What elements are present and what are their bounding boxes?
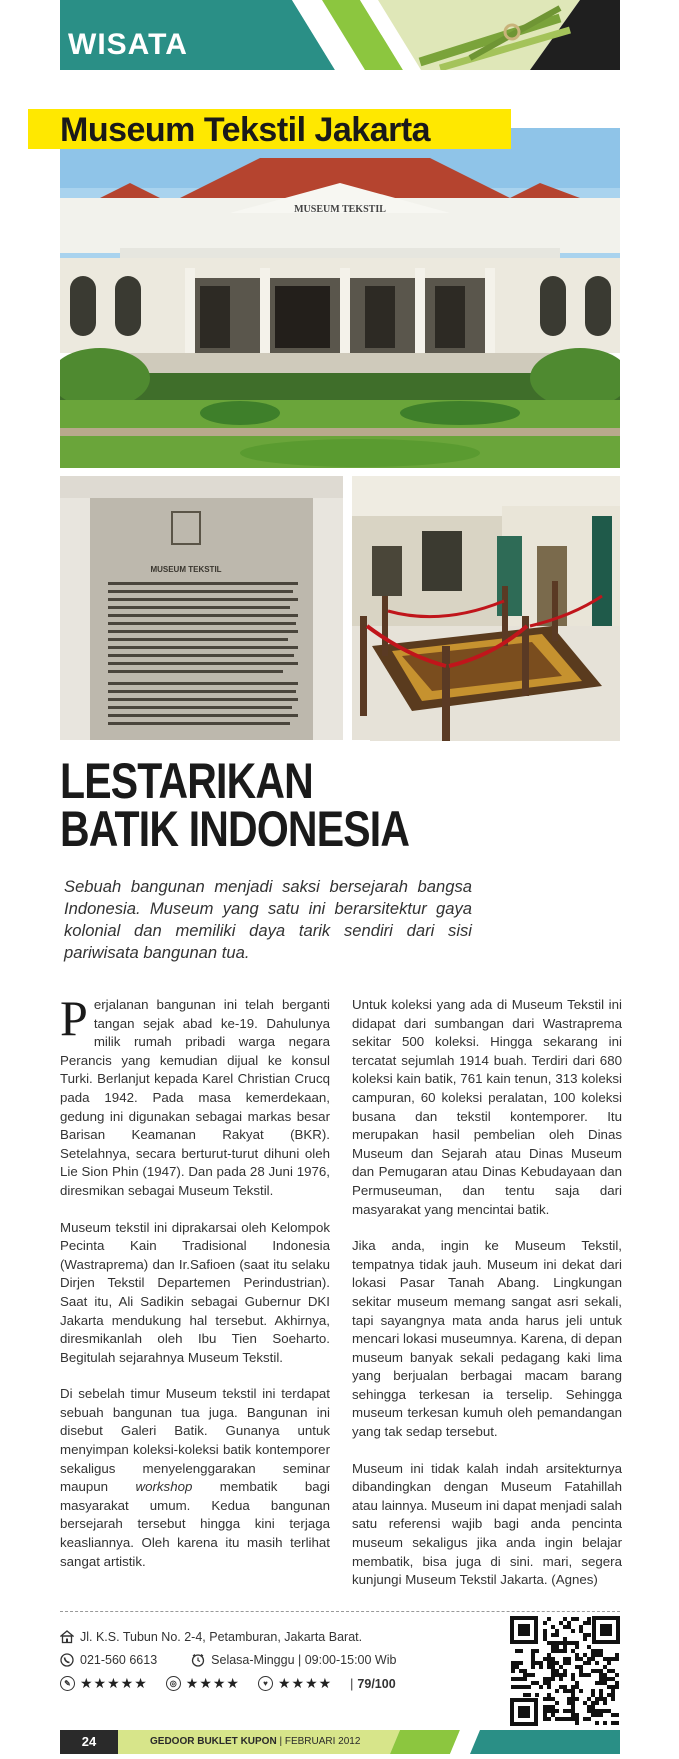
museum-building-photo	[60, 128, 620, 468]
rating-category-2-icon: ◎	[166, 1676, 181, 1691]
score-separator: |	[350, 1676, 354, 1691]
phone-number: 021-560 6613	[80, 1653, 158, 1667]
rating-category-1-icon: ✎	[60, 1676, 75, 1691]
museum-interior-photo	[352, 476, 620, 741]
info-divider	[60, 1611, 620, 1612]
right-column	[352, 996, 622, 1608]
museum-plaque-photo	[60, 476, 343, 741]
headline-line-1: LESTARIKAN	[60, 753, 313, 809]
rating-row	[60, 1675, 396, 1692]
lead-paragraph: Sebuah bangunan menjadi saksi bersejarah bangsa Indonesia. Museum yang satu ini berarsitektur gaya kolonial dan memiliki daya tarik sendiri dari sisi pariwisata bangunan tua.	[64, 877, 472, 962]
right-paragraph-3: Museum ini tidak kalah indah arsitekturnya dibandingkan dengan Museum Fatahillah atau lainnya. Museum ini dapat menjadi salah satu referensi wajib bagi anda pencinta museum sekaligus jika anda ingin belajar membatik, bisa juga di sini. mari, segera kunjungi Museum Tekstil Jakarta. (Agnes)	[352, 1460, 622, 1588]
qr-code	[510, 1616, 620, 1726]
drop-cap: P	[60, 990, 88, 1046]
building-icon	[60, 1630, 74, 1644]
rating-stars-1: ★★★★★	[80, 1675, 148, 1691]
left-paragraph-3: Di sebelah timur Museum tekstil ini terdapat sebuah bangunan tua juga. Bangunan ini disebut Galeri Batik. Gunanya untuk menyimpan koleksi-koleksi batik kontemporer sekaligus menyelenggarakan seminar maupun workshop membatik bagi masyarakat umum. Kedua bangunan bersejarah tersebut hingga kini terjaga keasliannya. Oleh karena itu masih terlihat sangat artistik.	[60, 1386, 330, 1569]
address-row	[60, 1630, 362, 1644]
rating-category-3-icon: ♥	[258, 1676, 273, 1691]
address-text: Jl. K.S. Tubun No. 2-4, Petamburan, Jakarta Barat.	[80, 1630, 363, 1644]
contact-row	[60, 1653, 396, 1667]
phone-icon	[60, 1653, 74, 1667]
page-number: 24	[60, 1730, 118, 1754]
left-column	[60, 990, 330, 1589]
section-label: WISATA	[68, 28, 188, 61]
right-paragraph-1: Untuk koleksi yang ada di Museum Tekstil ini didapat dari sumbangan dari Wastraprema sekitar 500 koleksi. Hingga sekarang ini tercatat sejumlah 1914 buah. Terdiri dari 680 koleksi kain batik, 761 kain tenun, 313 koleksi campuran, 60 koleksi peralatan, 100 koleksi busana dan tekstil kontemporer. Itu merupakan hasil pembelian oleh Dinas Museum dan Sejarah atau Dinas Museum dan Pemugaran atau Dinas Kebudayaan dan Permuseuman, dan tentu saja dari masyarakat yang mencintai batik.	[352, 997, 622, 1217]
headline-line-2: BATIK INDONESIA	[60, 801, 410, 857]
score: 79/100	[357, 1676, 396, 1691]
opening-hours: Selasa-Minggu | 09:00-15:00 Wib	[211, 1653, 397, 1667]
publication-info: GEDOOR BUKLET KUPON | FEBRUARI 2012	[150, 1736, 361, 1747]
article-title: Museum Tekstil Jakarta	[60, 111, 431, 149]
rating-stars-2: ★★★★	[185, 1675, 240, 1691]
left-paragraph-2: Museum tekstil ini diprakarsai oleh Kelompok Pecinta Kain Tradisional Indonesia (Wastraprema) dan Ir.Safioen (saat itu selaku Dirjen Tekstil Departemen Perindustrian). Saat itu, Ali Sadikin sebagai Gubernur DKI Jakarta mendukung hal tersebut. Akhirnya, diresmikanlah oleh Ibu Tien Soeharto. Begitulah sejarahnya Museum Tekstil.	[60, 1219, 330, 1365]
right-paragraph-2: Jika anda, ingin ke Museum Tekstil, tempatnya tidak jauh. Museum ini dekat dari lokasi Pasar Tanah Abang. Lingkungan sekitar museum memang sangat asri sekali, tapi sayangnya mata anda harus jeli untuk mencari lokasi museumnya. Karena, di depan museum banyak sekali pedagang kaki lima yang berjualan berbagai macam barang sehingga terkesan ia terselip. Sehingga museum terkesan kumuh oleh pemandangan yang tak sedap tersebut.	[352, 1238, 622, 1440]
rating-stars-3: ★★★★	[277, 1675, 333, 1691]
plaque-title: MUSEUM TEKSTIL	[150, 565, 222, 574]
left-paragraph-1: Perjalanan bangunan ini telah berganti tangan sejak abad ke-19. Dahulunya milik rumah pribadi warga negara Perancis yang kemudian dijual ke konsul Turki. Berlanjut kepada Karel Christian Crucq pada 1942. Pada masa kemerdekaan, gedung ini digunakan sebagai markas besar Barisan Keamanan Rakyat (BKR). Setelahnya, secara berturut-turut dihuni oleh Lie Sion Phin (1947). Dan pada 28 Juni 1976, diresmikan sebagai Museum Tekstil.	[60, 990, 330, 1198]
clock-icon	[191, 1653, 205, 1667]
building-sign: MUSEUM TEKSTIL	[294, 204, 386, 215]
